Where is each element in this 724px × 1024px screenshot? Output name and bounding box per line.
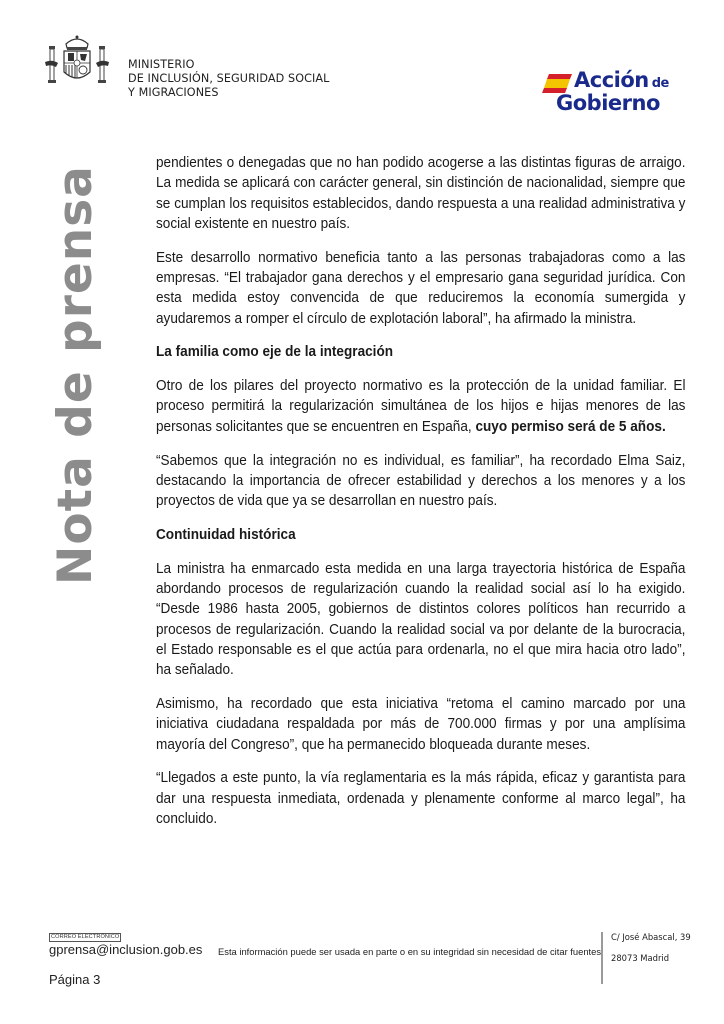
paragraph-2: Este desarrollo normativo beneficia tanto a las personas trabajadoras como a las empresas. “El trabajador gana derechos y el empresario gana seguridad jurídica. Con esta medida estoy convencida de que reduciremos la economía sumergida y ayudaremos a romper el círculo de explotación laboral”, ha afirmado la ministra.: [156, 248, 686, 327]
logo-word-de: de: [651, 76, 669, 91]
spain-coat-of-arms-icon: [42, 34, 112, 86]
footer-divider: [601, 932, 603, 984]
press-release-body: [156, 153, 686, 843]
page-number: Página 3: [49, 972, 101, 987]
ministry-name: [128, 58, 330, 100]
ministry-line-2: DE INCLUSIÓN, SEGURIDAD SOCIAL: [128, 72, 330, 85]
paragraph-5: La ministra ha enmarcado esta medida en una larga trayectoria histórica de España abordando procesos de regularización cuando la realidad social así lo ha exigido. “Desde 1986 hasta 2005, gobiernos de distintos colores políticos han recurrido a procesos de regularización. Cuando la realidad social va por delante de la burocracia, el Estado responsable es el que actúa para ordenarla, no el que mira hacia otro lado”, ha señalado.: [156, 559, 686, 679]
ministry-line-1: MINISTERIO: [128, 58, 195, 71]
paragraph-3: [156, 376, 685, 437]
paragraph-7: “Llegados a este punto, la vía reglamentaria es la más rápida, eficaz y garantista para dar una respuesta inmediata, ordenada y plenamente conforme al marco legal”, ha concluido.: [156, 769, 686, 828]
logo-line-1: [574, 68, 669, 92]
section-heading-continuidad: Continuidad histórica: [156, 525, 296, 543]
footer-disclaimer: Esta información puede ser usada en parte o en su integridad sin necesidad de citar fuentes: [218, 946, 602, 957]
paragraph-3-text: Otro de los pilares del proyecto normativo es la protección de la unidad familiar. El proceso permitirá la regularización simultánea de los hijos e hijas menores de las personas solicitantes que se encuentren en España,: [156, 377, 686, 435]
paragraph-4: “Sabemos que la integración no es individual, es familiar”, ha recordado Elma Saiz, destacando la importancia de ofrecer estabilidad y derechos a los menores y a los proyectos de vida que ya se desarrollan en nuestro país.: [156, 451, 686, 510]
email-link[interactable]: gprensa@inclusion.gob.es: [49, 942, 203, 957]
logo-word-gobierno: Gobierno: [556, 91, 660, 115]
address-line-1: C/ José Abascal, 39: [611, 932, 691, 942]
email-label: CORREO ELECTRÓNICO: [51, 934, 120, 940]
paragraph-3-bold: cuyo permiso será de 5 años.: [475, 417, 666, 435]
address-line-2: 28073 Madrid: [611, 953, 670, 963]
paragraph-6: Asimismo, ha recordado que esta iniciativa “retoma el camino marcado por una iniciativa ciudadana respaldada por más de 700.000 firmas y por una amplísima mayoría del Congreso”, que ha permanecido bloqueada durante meses.: [156, 695, 686, 753]
logo-word-accion: Acción: [574, 68, 649, 92]
ministry-line-3: Y MIGRACIONES: [128, 86, 219, 99]
section-heading-familia: La familia como eje de la integración: [156, 343, 394, 361]
accion-de-gobierno-logo: [538, 68, 718, 120]
paragraph-1: pendientes o denegadas que no han podido acogerse a las distintas figuras de arraigo. La medida se aplicará con carácter general, sin distinción de nacionalidad, siempre que se cumplan los requisitos establecidos, dando respuesta a una realidad administrativa y social existente en nuestro país.: [156, 154, 686, 232]
side-label-nota-de-prensa: Nota de prensa: [48, 165, 103, 585]
